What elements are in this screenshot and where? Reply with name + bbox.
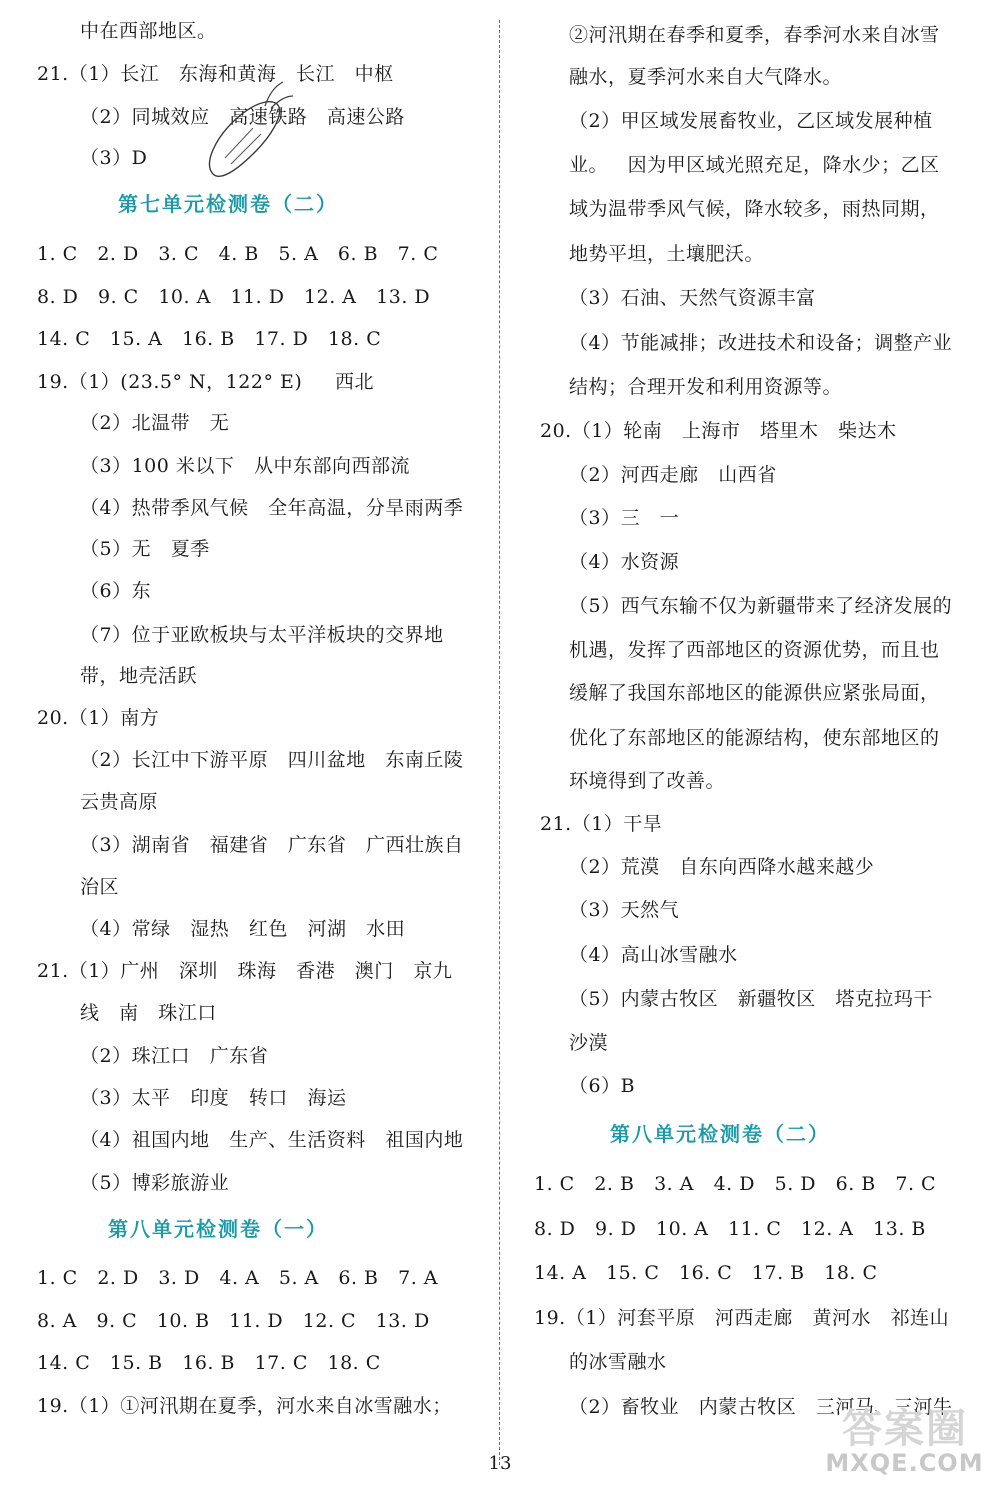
answer-line: （3）太平 印度 转口 海运 — [80, 1087, 347, 1109]
watermark-logo-text: 答案圈 — [842, 1406, 968, 1452]
answer-line: 8. D 9. D 10. A 11. C 12. A 13. B — [534, 1218, 926, 1240]
answer-line: 20.（1）南方 — [37, 707, 160, 729]
answer-line: （3）湖南省 福建省 广东省 广西壮族自 — [80, 834, 464, 856]
answer-line: 结构；合理开发和利用资源等。 — [569, 376, 843, 398]
answer-line: 19.（1）①河汛期在夏季，河水来自冰雪融水； — [37, 1395, 452, 1417]
answer-line: 19.（1）河套平原 河西走廊 黄河水 祁连山 — [534, 1307, 950, 1329]
answer-line: 8. D 9. C 10. A 11. D 12. A 13. D — [37, 286, 431, 308]
answer-line: （2）长江中下游平原 四川盆地 东南丘陵 — [80, 749, 464, 771]
answer-line: （2）北温带 无 — [80, 412, 230, 434]
answer-line: 21.（1）长江 东海和黄海 长江 中枢 — [37, 63, 394, 85]
answer-line: 线 南 珠江口 — [80, 1002, 217, 1024]
answer-line: （3）D — [80, 147, 148, 169]
answer-line: 业。 因为甲区域光照充足，降水少；乙区 — [569, 154, 940, 176]
answer-line: （2）畜牧业 内蒙古牧区 三河马、三河牛 — [569, 1396, 953, 1418]
answer-line: 1. C 2. B 3. A 4. D 5. D 6. B 7. C — [534, 1173, 937, 1195]
answer-line: ②河汛期在春季和夏季，春季河水来自冰雪 — [569, 24, 940, 46]
answer-line: 环境得到了改善。 — [569, 770, 726, 792]
answer-line: 优化了东部地区的能源结构，使东部地区的 — [569, 727, 940, 749]
answer-line: （2）荒漠 自东向西降水越来越少 — [569, 856, 875, 878]
answer-line: 融水，夏季河水来自大气降水。 — [569, 66, 843, 88]
answer-line: （2）甲区域发展畜牧业，乙区域发展种植 — [569, 110, 933, 132]
column-divider — [499, 20, 500, 1465]
answer-line: （4）高山冰雪融水 — [569, 944, 738, 966]
answer-line: 14. A 15. C 16. C 17. B 18. C — [534, 1262, 878, 1284]
answer-line: （3）天然气 — [569, 899, 680, 921]
answer-line: 19.（1）(23.5° N，122° E) 西北 — [37, 371, 374, 393]
answer-line: 域为温带季风气候，降水较多，雨热同期， — [569, 198, 940, 220]
answer-line: 14. C 15. B 16. B 17. C 18. C — [37, 1352, 381, 1374]
answer-line: （5）西气东输不仅为新疆带来了经济发展的 — [569, 595, 953, 617]
answer-line: 地势平坦，土壤肥沃。 — [569, 243, 765, 265]
answer-line: （7）位于亚欧板块与太平洋板块的交界地 — [80, 624, 444, 646]
answer-line: （6）东 — [80, 580, 152, 602]
answer-line: （3）100 米以下 从中东部向西部流 — [80, 455, 411, 477]
answer-line: 带，地壳活跃 — [80, 665, 198, 687]
answer-line: （4）水资源 — [569, 551, 680, 573]
answer-line: （4）祖国内地 生产、生活资料 祖国内地 — [80, 1129, 464, 1151]
section-heading: 第八单元检测卷（一） — [108, 1217, 328, 1241]
answer-line: 14. C 15. A 16. B 17. D 18. C — [37, 328, 382, 350]
answer-line: 缓解了我国东部地区的能源供应紧张局面， — [569, 682, 940, 704]
answer-line: 的冰雪融水 — [569, 1351, 667, 1373]
answer-line: 沙漠 — [569, 1032, 609, 1054]
answer-line: （4）常绿 湿热 红色 河湖 水田 — [80, 918, 406, 940]
answer-line: （3）石油、天然气资源丰富 — [569, 287, 816, 309]
page-number: 13 — [488, 1453, 512, 1474]
answer-line: 21.（1）广州 深圳 珠海 香港 澳门 京九 — [37, 960, 453, 982]
answer-line: 1. C 2. D 3. C 4. B 5. A 6. B 7. C — [37, 243, 439, 265]
watermark-url: MXQE.COM — [825, 1449, 984, 1477]
answer-line: （2）河西走廊 山西省 — [569, 464, 777, 486]
answer-line: 治区 — [80, 876, 120, 898]
answer-line: 中在西部地区。 — [80, 20, 217, 42]
answer-line: 1. C 2. D 3. D 4. A 5. A 6. B 7. A — [37, 1267, 439, 1289]
answer-line: （3）三 一 — [569, 507, 680, 529]
answer-line: 20.（1）轮南 上海市 塔里木 柴达木 — [540, 420, 897, 442]
answer-line: 云贵高原 — [80, 791, 159, 813]
pen-doodle-mark — [195, 78, 295, 188]
answer-line: （4）节能减排；改进技术和设备；调整产业 — [569, 332, 953, 354]
answer-line: （5）博彩旅游业 — [80, 1172, 230, 1194]
section-heading: 第八单元检测卷（二） — [610, 1122, 830, 1146]
answer-line: 8. A 9. C 10. B 11. D 12. C 13. D — [37, 1310, 430, 1332]
answer-line: （2）珠江口 广东省 — [80, 1045, 269, 1067]
answer-line: 机遇，发挥了西部地区的资源优势，而且也 — [569, 639, 940, 661]
section-heading: 第七单元检测卷（二） — [118, 192, 338, 216]
answer-line: 21.（1）干旱 — [540, 813, 663, 835]
answer-line: （6）B — [569, 1075, 636, 1097]
answer-line: （4）热带季风气候 全年高温，分旱雨两季 — [80, 497, 464, 519]
answer-line: （5）无 夏季 — [80, 538, 210, 560]
answer-line: （5）内蒙古牧区 新疆牧区 塔克拉玛干 — [569, 988, 933, 1010]
answer-line: （2）同城效应 高速铁路 高速公路 — [80, 106, 405, 128]
watermark-logo — [812, 1397, 997, 1505]
